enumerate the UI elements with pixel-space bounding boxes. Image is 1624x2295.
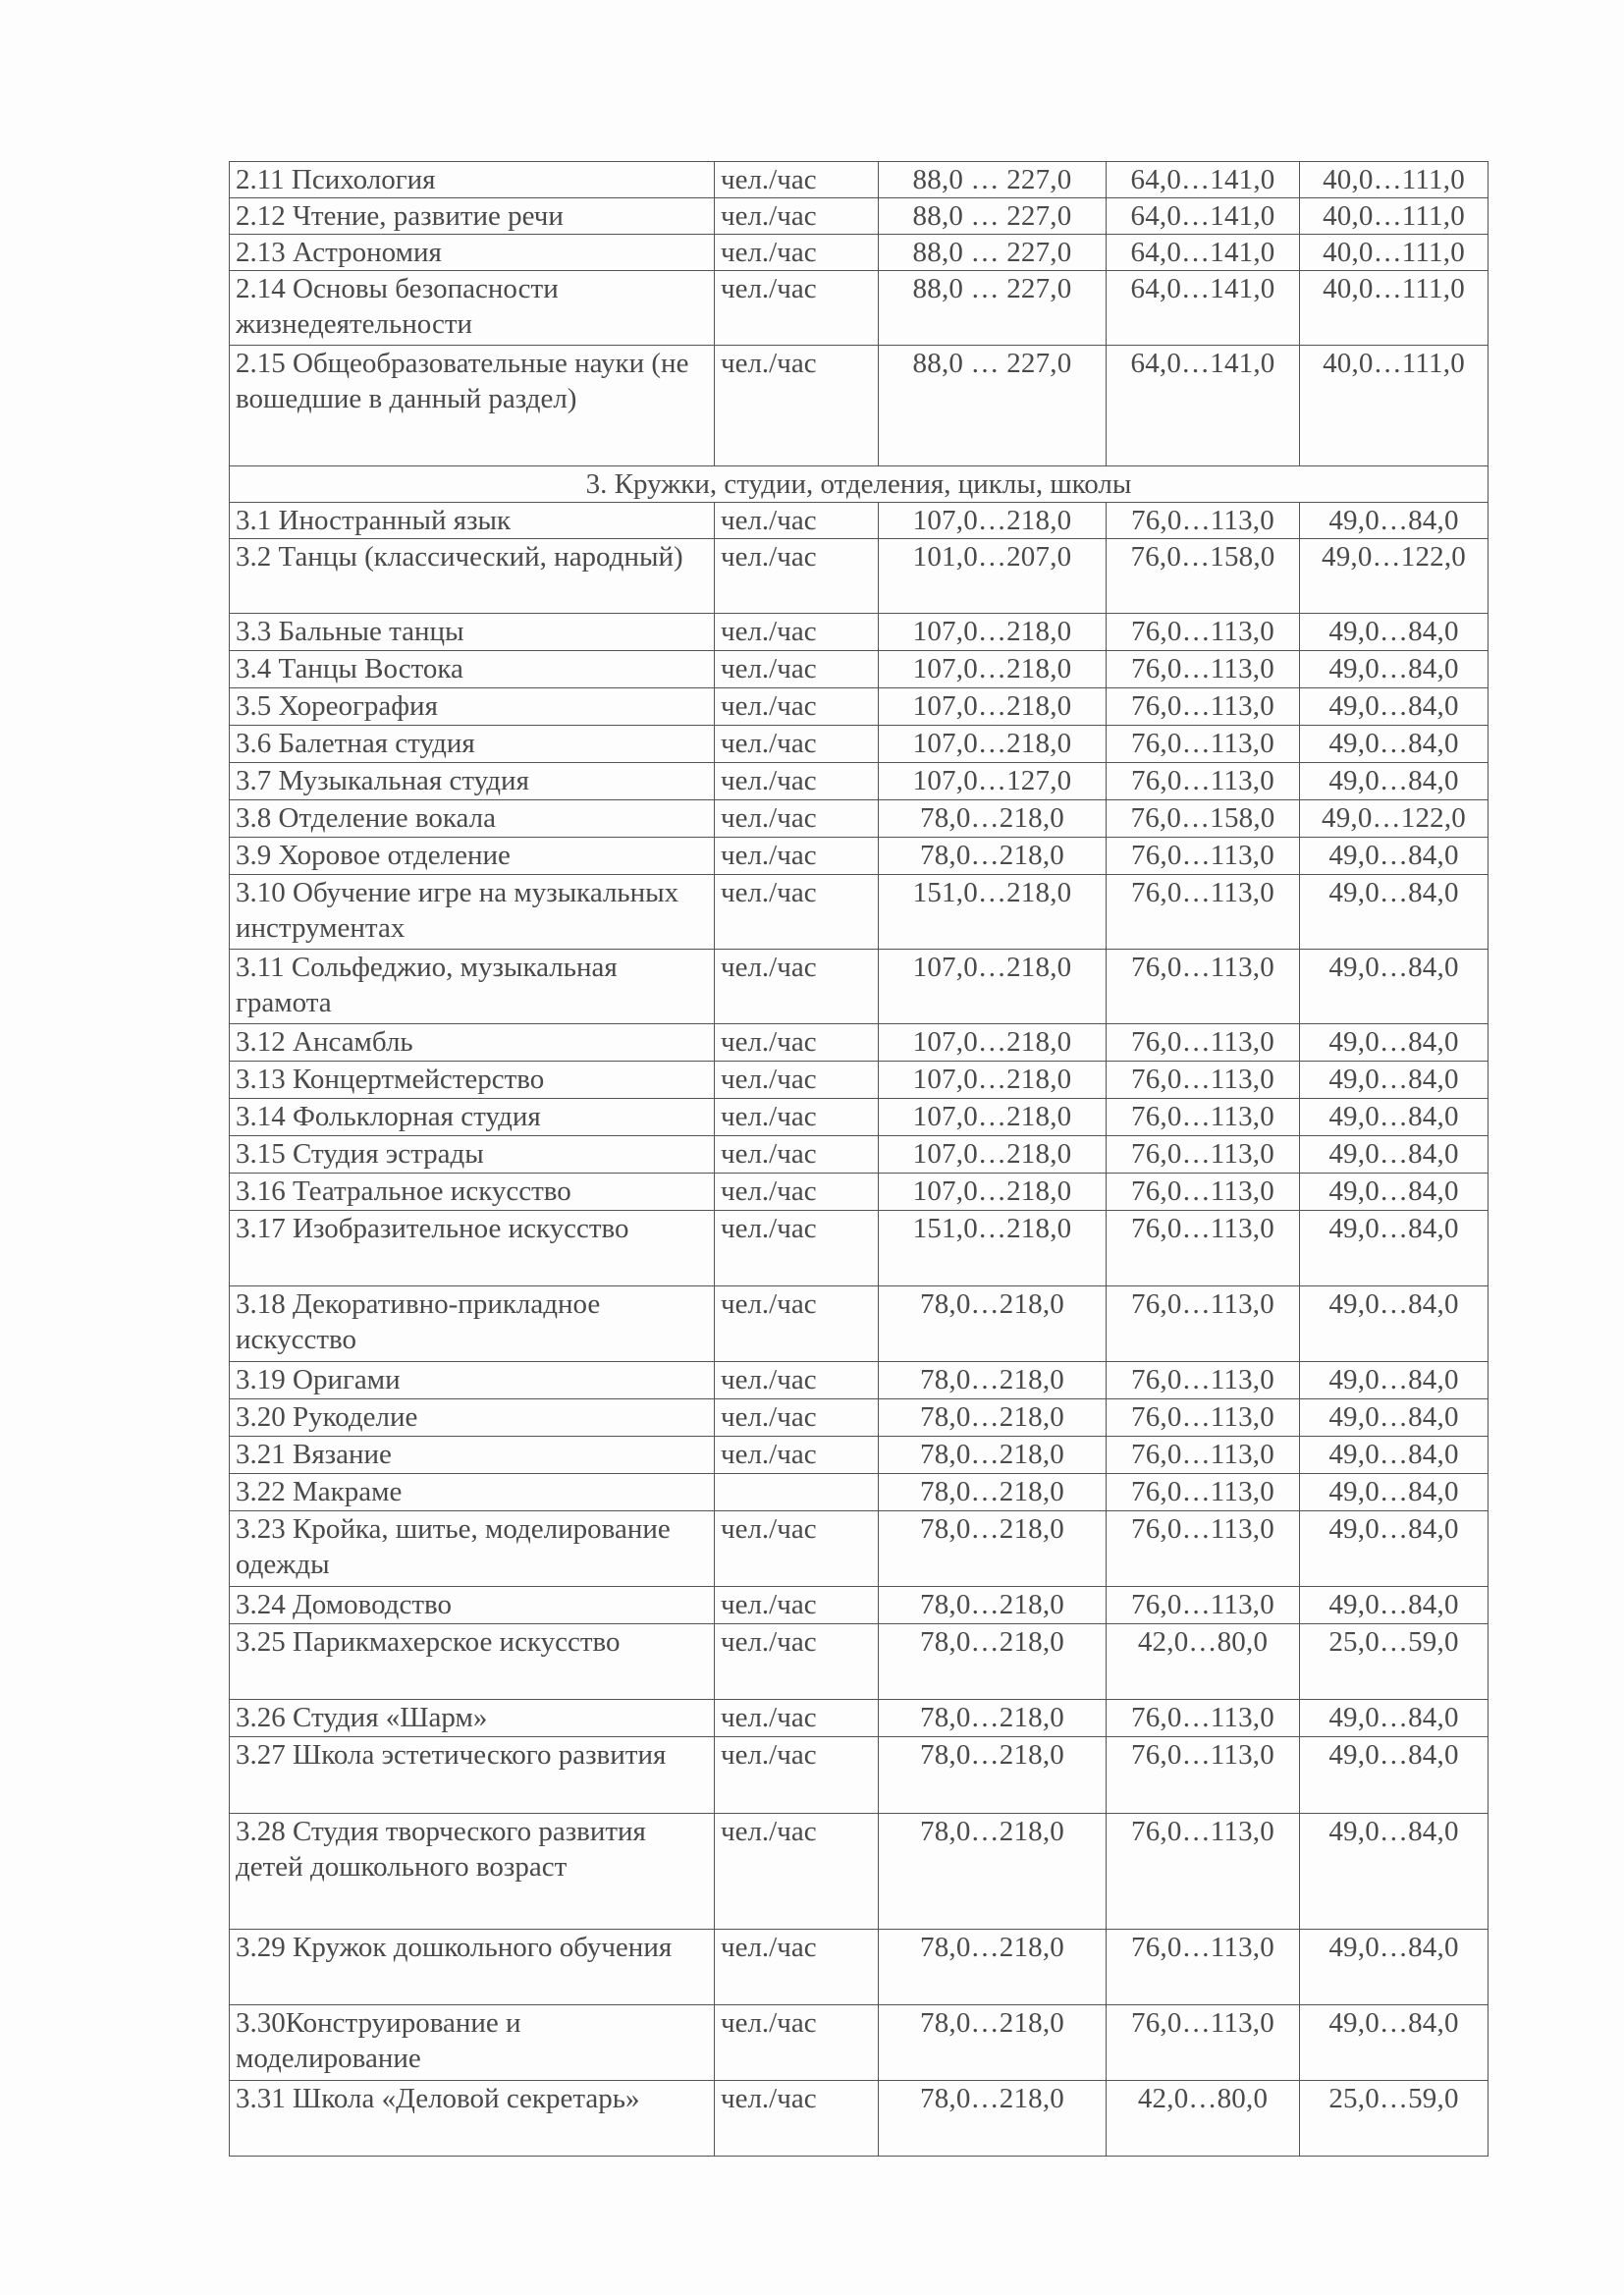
table-row xyxy=(230,198,1489,235)
table-row xyxy=(230,1399,1489,1437)
price-range-1-cell: 78,0…218,0 xyxy=(879,1814,1107,1930)
service-name-cell: 2.14 Основы безопасности жизнедеятельности xyxy=(230,271,715,346)
unit-cell: чел./час xyxy=(715,2005,879,2081)
unit-cell: чел./час xyxy=(715,346,879,466)
price-range-3-cell: 49,0…84,0 xyxy=(1300,763,1489,800)
price-range-1-cell: 78,0…218,0 xyxy=(879,1362,1107,1399)
price-range-3-cell: 49,0…84,0 xyxy=(1300,1024,1489,1062)
price-range-1-cell: 78,0…218,0 xyxy=(879,1399,1107,1437)
service-name-cell: 3.7 Музыкальная студия xyxy=(230,763,715,800)
unit-cell: чел./час xyxy=(715,1099,879,1136)
price-range-1-cell: 78,0…218,0 xyxy=(879,1474,1107,1511)
service-name-cell: 3.1 Иностранный язык xyxy=(230,503,715,539)
table-row xyxy=(230,1062,1489,1099)
price-range-2-cell: 76,0…113,0 xyxy=(1107,2005,1300,2081)
tariff-table xyxy=(229,161,1489,2157)
price-range-1-cell: 78,0…218,0 xyxy=(879,838,1107,875)
price-range-2-cell: 76,0…113,0 xyxy=(1107,1362,1300,1399)
service-name-cell: 3.24 Домоводство xyxy=(230,1587,715,1624)
table-row xyxy=(230,838,1489,875)
price-range-2-cell: 42,0…80,0 xyxy=(1107,2081,1300,2157)
service-name-cell: 2.12 Чтение, развитие речи xyxy=(230,198,715,235)
price-range-1-cell: 78,0…218,0 xyxy=(879,1437,1107,1474)
price-range-2-cell: 76,0…113,0 xyxy=(1107,1700,1300,1737)
price-range-3-cell: 49,0…84,0 xyxy=(1300,614,1489,651)
table-row xyxy=(230,346,1489,466)
unit-cell: чел./час xyxy=(715,875,879,950)
price-range-3-cell: 49,0…84,0 xyxy=(1300,726,1489,763)
price-range-2-cell: 76,0…113,0 xyxy=(1107,1930,1300,2005)
price-range-1-cell: 78,0…218,0 xyxy=(879,1737,1107,1814)
unit-cell: чел./час xyxy=(715,2081,879,2157)
table-row xyxy=(230,688,1489,726)
unit-cell: чел./час xyxy=(715,614,879,651)
price-range-1-cell: 88,0 … 227,0 xyxy=(879,162,1107,198)
price-range-2-cell: 76,0…113,0 xyxy=(1107,1024,1300,1062)
unit-cell: чел./час xyxy=(715,1362,879,1399)
service-name-cell: 3.23 Кройка, шитье, моделирование одежды xyxy=(230,1511,715,1587)
table-row xyxy=(230,1737,1489,1814)
price-range-2-cell: 76,0…158,0 xyxy=(1107,539,1300,614)
table-row xyxy=(230,1474,1489,1511)
price-range-3-cell: 49,0…84,0 xyxy=(1300,503,1489,539)
price-range-1-cell: 88,0 … 227,0 xyxy=(879,235,1107,271)
price-range-3-cell: 49,0…84,0 xyxy=(1300,1511,1489,1587)
price-range-2-cell: 76,0…113,0 xyxy=(1107,950,1300,1024)
unit-cell: чел./час xyxy=(715,651,879,688)
price-range-2-cell: 76,0…113,0 xyxy=(1107,1136,1300,1174)
price-range-2-cell: 76,0…113,0 xyxy=(1107,614,1300,651)
table-row xyxy=(230,1437,1489,1474)
price-range-3-cell: 49,0…84,0 xyxy=(1300,1814,1489,1930)
service-name-cell: 3.28 Студия творческого развития детей дошкольного возраст xyxy=(230,1814,715,1930)
price-range-3-cell: 49,0…122,0 xyxy=(1300,800,1489,838)
price-range-1-cell: 88,0 … 227,0 xyxy=(879,198,1107,235)
price-range-3-cell: 49,0…84,0 xyxy=(1300,838,1489,875)
price-range-2-cell: 76,0…113,0 xyxy=(1107,1062,1300,1099)
price-range-1-cell: 107,0…218,0 xyxy=(879,651,1107,688)
price-range-2-cell: 76,0…113,0 xyxy=(1107,1474,1300,1511)
unit-cell: чел./час xyxy=(715,1211,879,1286)
price-range-2-cell: 76,0…113,0 xyxy=(1107,651,1300,688)
price-range-3-cell: 49,0…84,0 xyxy=(1300,1174,1489,1211)
table-row xyxy=(230,1930,1489,2005)
unit-cell: чел./час xyxy=(715,1511,879,1587)
price-range-2-cell: 64,0…141,0 xyxy=(1107,198,1300,235)
price-range-1-cell: 78,0…218,0 xyxy=(879,1286,1107,1362)
service-name-cell: 3.2 Танцы (классический, народный) xyxy=(230,539,715,614)
table-row xyxy=(230,1700,1489,1737)
service-name-cell: 3.26 Студия «Шарм» xyxy=(230,1700,715,1737)
price-range-1-cell: 78,0…218,0 xyxy=(879,1587,1107,1624)
unit-cell: чел./час xyxy=(715,235,879,271)
price-range-3-cell: 25,0…59,0 xyxy=(1300,1624,1489,1700)
service-name-cell: 3.27 Школа эстетического развития xyxy=(230,1737,715,1814)
service-name-cell: 3.19 Оригами xyxy=(230,1362,715,1399)
price-range-1-cell: 107,0…218,0 xyxy=(879,503,1107,539)
price-range-1-cell: 78,0…218,0 xyxy=(879,2081,1107,2157)
price-range-1-cell: 78,0…218,0 xyxy=(879,1700,1107,1737)
unit-cell: чел./час xyxy=(715,1737,879,1814)
unit-cell: чел./час xyxy=(715,1587,879,1624)
unit-cell: чел./час xyxy=(715,1024,879,1062)
price-range-2-cell: 76,0…113,0 xyxy=(1107,688,1300,726)
table-row xyxy=(230,1624,1489,1700)
table-row xyxy=(230,1362,1489,1399)
unit-cell: чел./час xyxy=(715,162,879,198)
price-range-1-cell: 107,0…218,0 xyxy=(879,1099,1107,1136)
price-range-1-cell: 78,0…218,0 xyxy=(879,800,1107,838)
price-range-3-cell: 49,0…84,0 xyxy=(1300,950,1489,1024)
price-range-1-cell: 101,0…207,0 xyxy=(879,539,1107,614)
unit-cell: чел./час xyxy=(715,800,879,838)
price-range-2-cell: 76,0…113,0 xyxy=(1107,1511,1300,1587)
price-range-3-cell: 49,0…84,0 xyxy=(1300,1136,1489,1174)
table-row xyxy=(230,1024,1489,1062)
unit-cell: чел./час xyxy=(715,726,879,763)
table-row xyxy=(230,1174,1489,1211)
price-range-2-cell: 76,0…113,0 xyxy=(1107,503,1300,539)
price-range-3-cell: 49,0…84,0 xyxy=(1300,1362,1489,1399)
table-row xyxy=(230,1286,1489,1362)
price-range-1-cell: 78,0…218,0 xyxy=(879,1624,1107,1700)
price-range-3-cell: 49,0…84,0 xyxy=(1300,1062,1489,1099)
price-range-3-cell: 49,0…84,0 xyxy=(1300,651,1489,688)
table-row xyxy=(230,235,1489,271)
price-range-2-cell: 64,0…141,0 xyxy=(1107,235,1300,271)
table-row xyxy=(230,1511,1489,1587)
unit-cell xyxy=(715,1474,879,1511)
price-range-3-cell: 49,0…84,0 xyxy=(1300,1399,1489,1437)
section-title: 3. Кружки, студии, отделения, циклы, школы xyxy=(230,466,1489,503)
price-range-3-cell: 49,0…84,0 xyxy=(1300,1099,1489,1136)
price-range-3-cell: 25,0…59,0 xyxy=(1300,2081,1489,2157)
price-range-1-cell: 107,0…218,0 xyxy=(879,726,1107,763)
unit-cell: чел./час xyxy=(715,503,879,539)
price-range-3-cell: 40,0…111,0 xyxy=(1300,198,1489,235)
unit-cell: чел./час xyxy=(715,688,879,726)
table-row xyxy=(230,2005,1489,2081)
unit-cell: чел./час xyxy=(715,1930,879,2005)
unit-cell: чел./час xyxy=(715,1700,879,1737)
service-name-cell: 3.11 Сольфеджио, музыкальная грамота xyxy=(230,950,715,1024)
unit-cell: чел./час xyxy=(715,950,879,1024)
service-name-cell: 3.31 Школа «Деловой секретарь» xyxy=(230,2081,715,2157)
price-range-2-cell: 76,0…113,0 xyxy=(1107,1286,1300,1362)
price-range-2-cell: 76,0…113,0 xyxy=(1107,763,1300,800)
unit-cell: чел./час xyxy=(715,763,879,800)
price-range-1-cell: 88,0 … 227,0 xyxy=(879,271,1107,346)
price-range-3-cell: 40,0…111,0 xyxy=(1300,346,1489,466)
price-range-3-cell: 49,0…84,0 xyxy=(1300,1737,1489,1814)
price-range-1-cell: 151,0…218,0 xyxy=(879,1211,1107,1286)
table-row xyxy=(230,539,1489,614)
price-range-1-cell: 78,0…218,0 xyxy=(879,1511,1107,1587)
price-range-2-cell: 76,0…113,0 xyxy=(1107,1099,1300,1136)
price-range-3-cell: 40,0…111,0 xyxy=(1300,235,1489,271)
service-name-cell: 3.13 Концертмейстерство xyxy=(230,1062,715,1099)
service-name-cell: 3.15 Студия эстрады xyxy=(230,1136,715,1174)
unit-cell: чел./час xyxy=(715,539,879,614)
service-name-cell: 3.21 Вязание xyxy=(230,1437,715,1474)
table-row xyxy=(230,503,1489,539)
price-range-2-cell: 64,0…141,0 xyxy=(1107,271,1300,346)
price-range-1-cell: 78,0…218,0 xyxy=(879,1930,1107,2005)
price-range-3-cell: 49,0…84,0 xyxy=(1300,2005,1489,2081)
table-row xyxy=(230,651,1489,688)
tariff-table-body xyxy=(230,162,1489,2157)
service-name-cell: 2.13 Астрономия xyxy=(230,235,715,271)
price-range-2-cell: 76,0…113,0 xyxy=(1107,1211,1300,1286)
service-name-cell: 2.11 Психология xyxy=(230,162,715,198)
price-range-2-cell: 76,0…113,0 xyxy=(1107,1174,1300,1211)
price-range-2-cell: 76,0…113,0 xyxy=(1107,1737,1300,1814)
price-range-3-cell: 49,0…84,0 xyxy=(1300,1930,1489,2005)
table-row xyxy=(230,2081,1489,2157)
table-row xyxy=(230,950,1489,1024)
table-row xyxy=(230,162,1489,198)
table-row xyxy=(230,271,1489,346)
price-range-2-cell: 64,0…141,0 xyxy=(1107,346,1300,466)
unit-cell: чел./час xyxy=(715,1136,879,1174)
table-row xyxy=(230,875,1489,950)
price-range-3-cell: 49,0…84,0 xyxy=(1300,1474,1489,1511)
price-range-1-cell: 107,0…127,0 xyxy=(879,763,1107,800)
unit-cell: чел./час xyxy=(715,198,879,235)
service-name-cell: 3.16 Театральное искусство xyxy=(230,1174,715,1211)
price-range-2-cell: 76,0…113,0 xyxy=(1107,1437,1300,1474)
price-range-1-cell: 107,0…218,0 xyxy=(879,1024,1107,1062)
table-row xyxy=(230,1814,1489,1930)
service-name-cell: 3.14 Фольклорная студия xyxy=(230,1099,715,1136)
table-row xyxy=(230,1587,1489,1624)
unit-cell: чел./час xyxy=(715,1286,879,1362)
price-range-2-cell: 76,0…113,0 xyxy=(1107,1399,1300,1437)
price-range-1-cell: 107,0…218,0 xyxy=(879,1174,1107,1211)
unit-cell: чел./час xyxy=(715,1437,879,1474)
price-range-2-cell: 76,0…113,0 xyxy=(1107,875,1300,950)
service-name-cell: 3.22 Макраме xyxy=(230,1474,715,1511)
unit-cell: чел./час xyxy=(715,838,879,875)
table-row xyxy=(230,726,1489,763)
service-name-cell: 3.6 Балетная студия xyxy=(230,726,715,763)
price-range-2-cell: 64,0…141,0 xyxy=(1107,162,1300,198)
table-row xyxy=(230,1211,1489,1286)
price-range-1-cell: 107,0…218,0 xyxy=(879,614,1107,651)
service-name-cell: 3.25 Парикмахерское искусство xyxy=(230,1624,715,1700)
table-row xyxy=(230,1136,1489,1174)
price-range-3-cell: 40,0…111,0 xyxy=(1300,271,1489,346)
unit-cell: чел./час xyxy=(715,1814,879,1930)
table-row xyxy=(230,614,1489,651)
service-name-cell: 3.12 Ансамбль xyxy=(230,1024,715,1062)
service-name-cell: 3.29 Кружок дошкольного обучения xyxy=(230,1930,715,2005)
price-range-2-cell: 76,0…113,0 xyxy=(1107,1814,1300,1930)
service-name-cell: 3.5 Хореография xyxy=(230,688,715,726)
price-range-1-cell: 151,0…218,0 xyxy=(879,875,1107,950)
service-name-cell: 2.15 Общеобразовательные науки (не вошедшие в данный раздел) xyxy=(230,346,715,466)
unit-cell: чел./час xyxy=(715,1062,879,1099)
price-range-1-cell: 107,0…218,0 xyxy=(879,1136,1107,1174)
price-range-1-cell: 107,0…218,0 xyxy=(879,1062,1107,1099)
price-range-3-cell: 49,0…84,0 xyxy=(1300,1587,1489,1624)
price-range-1-cell: 107,0…218,0 xyxy=(879,950,1107,1024)
price-range-3-cell: 40,0…111,0 xyxy=(1300,162,1489,198)
service-name-cell: 3.30Конструирование и моделирование xyxy=(230,2005,715,2081)
service-name-cell: 3.8 Отделение вокала xyxy=(230,800,715,838)
price-range-2-cell: 76,0…158,0 xyxy=(1107,800,1300,838)
table-row xyxy=(230,763,1489,800)
price-range-2-cell: 76,0…113,0 xyxy=(1107,726,1300,763)
price-range-3-cell: 49,0…122,0 xyxy=(1300,539,1489,614)
unit-cell: чел./час xyxy=(715,1624,879,1700)
price-range-2-cell: 76,0…113,0 xyxy=(1107,1587,1300,1624)
service-name-cell: 3.17 Изобразительное искусство xyxy=(230,1211,715,1286)
service-name-cell: 3.10 Обучение игре на музыкальных инструментах xyxy=(230,875,715,950)
service-name-cell: 3.4 Танцы Востока xyxy=(230,651,715,688)
price-range-3-cell: 49,0…84,0 xyxy=(1300,1437,1489,1474)
section-header-row xyxy=(230,466,1489,503)
price-range-3-cell: 49,0…84,0 xyxy=(1300,1211,1489,1286)
price-range-1-cell: 88,0 … 227,0 xyxy=(879,346,1107,466)
price-range-3-cell: 49,0…84,0 xyxy=(1300,875,1489,950)
unit-cell: чел./час xyxy=(715,1399,879,1437)
price-range-1-cell: 78,0…218,0 xyxy=(879,2005,1107,2081)
price-range-3-cell: 49,0…84,0 xyxy=(1300,1700,1489,1737)
service-name-cell: 3.18 Декоративно-прикладное искусство xyxy=(230,1286,715,1362)
price-range-3-cell: 49,0…84,0 xyxy=(1300,1286,1489,1362)
price-range-2-cell: 42,0…80,0 xyxy=(1107,1624,1300,1700)
service-name-cell: 3.9 Хоровое отделение xyxy=(230,838,715,875)
table-row xyxy=(230,1099,1489,1136)
service-name-cell: 3.3 Бальные танцы xyxy=(230,614,715,651)
price-range-1-cell: 107,0…218,0 xyxy=(879,688,1107,726)
price-range-2-cell: 76,0…113,0 xyxy=(1107,838,1300,875)
price-range-3-cell: 49,0…84,0 xyxy=(1300,688,1489,726)
table-row xyxy=(230,800,1489,838)
service-name-cell: 3.20 Рукоделие xyxy=(230,1399,715,1437)
unit-cell: чел./час xyxy=(715,271,879,346)
unit-cell: чел./час xyxy=(715,1174,879,1211)
